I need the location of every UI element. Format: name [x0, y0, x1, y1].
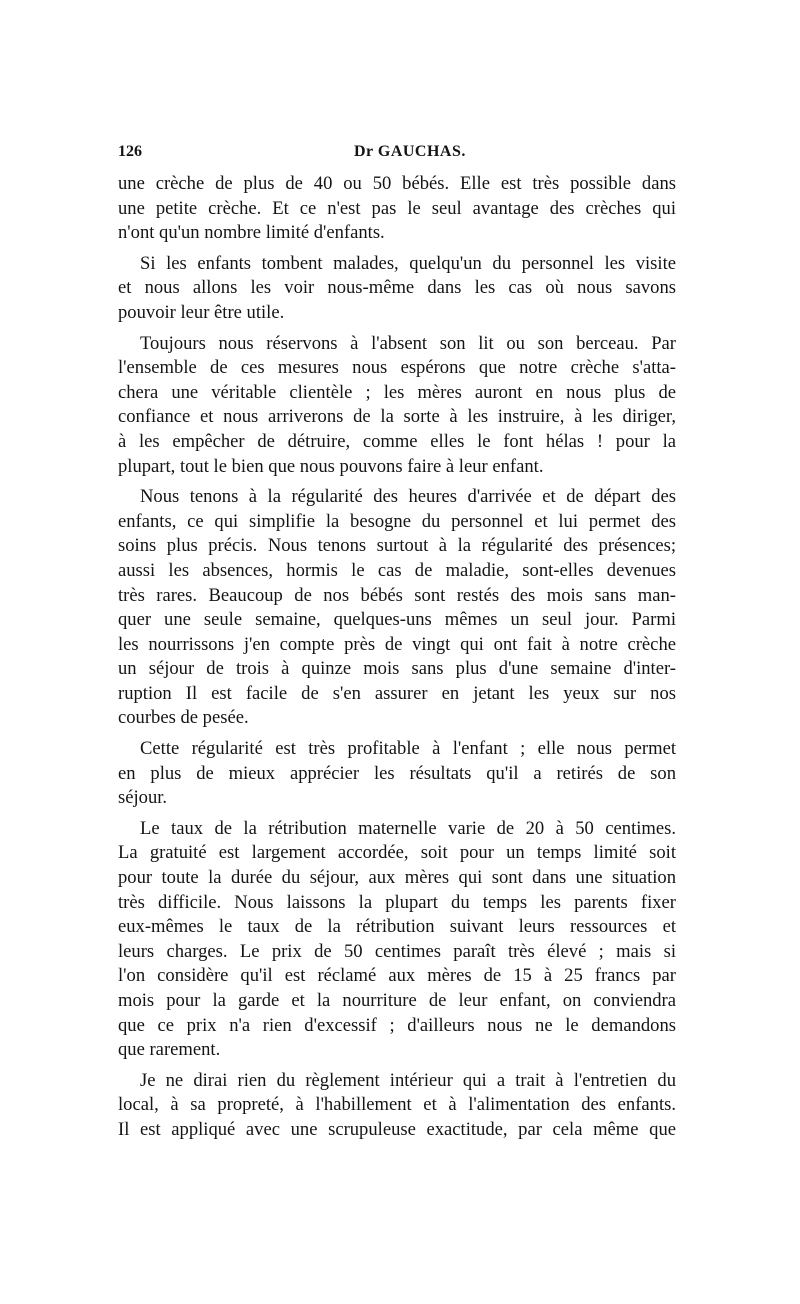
text-line: ruption Il est facile de s'en assurer en jetant les yeux sur nos: [118, 682, 676, 704]
text-line: La gratuité est largement accordée, soit pour un temps limité soit: [118, 842, 676, 864]
text-line: Cette régularité est très profitable à l'enfant ; elle nous permet: [140, 738, 676, 760]
text-line: très difficile. Nous laissons la plupart du temps les parents fixer: [118, 891, 676, 913]
text-line: un séjour de trois à quinze mois sans plus d'une semaine d'inter-: [118, 658, 676, 680]
paragraph: [118, 172, 676, 246]
text-line: Nous tenons à la régularité des heures d'arrivée et de départ des: [140, 486, 676, 508]
paragraph: [118, 485, 676, 731]
running-head: Dr GAUCHAS.: [354, 143, 466, 160]
text-line: pouvoir leur être utile.: [118, 301, 285, 323]
text-line: plupart, tout le bien que nous pouvons faire à leur enfant.: [118, 455, 544, 477]
text-line: Il est appliqué avec une scrupuleuse exactitude, par cela même que: [118, 1118, 676, 1140]
text-line: en plus de mieux apprécier les résultats qu'il a retirés de son: [118, 762, 676, 784]
text-line: l'ensemble de ces mesures nous espérons que notre crèche s'atta-: [118, 357, 676, 379]
text-line: eux-mêmes le taux de la rétribution suivant leurs ressources et: [118, 916, 676, 938]
text-line: confiance et nous arriverons de la sorte à les instruire, à les diriger,: [118, 406, 676, 428]
text-line: leurs charges. Le prix de 50 centimes paraît très élevé ; mais si: [118, 940, 676, 962]
page-body: [118, 172, 676, 1149]
text-line: et nous allons les voir nous-même dans les cas où nous savons: [118, 277, 676, 299]
paragraph: [118, 252, 676, 326]
text-line: chera une véritable clientèle ; les mères auront en nous plus de: [118, 381, 676, 403]
text-line: une petite crèche. Et ce n'est pas le seul avantage des crèches qui: [118, 197, 676, 219]
text-line: Toujours nous réservons à l'absent son lit ou son berceau. Par: [140, 332, 676, 354]
text-line: quer une seule semaine, quelques-uns mêmes un seul jour. Parmi: [118, 609, 676, 631]
text-line: courbes de pesée.: [118, 707, 249, 729]
page-number: 126: [118, 143, 142, 160]
text-line: enfants, ce qui simplifie la besogne du personnel et lui permet des: [118, 510, 676, 532]
paragraph: [118, 737, 676, 811]
text-line: soins plus précis. Nous tenons surtout à la régularité des présences;: [118, 535, 676, 557]
paragraph: [118, 332, 676, 480]
text-line: Le taux de la rétribution maternelle varie de 20 à 50 centimes.: [140, 817, 676, 839]
text-line: aussi les absences, hormis le cas de maladie, sont-elles devenues: [118, 559, 676, 581]
text-line: l'on considère qu'il est réclamé aux mères de 15 à 25 francs par: [118, 965, 676, 987]
text-line: Si les enfants tombent malades, quelqu'un du personnel les visite: [140, 252, 676, 274]
text-line: Je ne dirai rien du règlement intérieur qui a trait à l'entretien du: [140, 1069, 676, 1091]
text-line: à les empêcher de détruire, comme elles le font hélas ! pour la: [118, 430, 676, 452]
text-line: très rares. Beaucoup de nos bébés sont restés des mois sans man-: [118, 584, 676, 606]
text-line: que ce prix n'a rien d'excessif ; d'ailleurs nous ne le demandons: [118, 1014, 676, 1036]
text-line: séjour.: [118, 787, 168, 809]
text-line: local, à sa propreté, à l'habillement et à l'alimentation des enfants.: [118, 1094, 676, 1116]
text-line: que rarement.: [118, 1039, 221, 1061]
text-line: n'ont qu'un nombre limité d'enfants.: [118, 222, 385, 244]
paragraph: [118, 817, 676, 1063]
text-line: une crèche de plus de 40 ou 50 bébés. Elle est très possible dans: [118, 173, 676, 194]
text-line: pour toute la durée du séjour, aux mères qui sont dans une situation: [118, 867, 676, 889]
text-line: les nourrissons j'en compte près de vingt qui ont fait à notre crèche: [118, 633, 676, 655]
paragraph: [118, 1069, 676, 1143]
text-line: mois pour la garde et la nourriture de leur enfant, on conviendra: [118, 990, 676, 1011]
page-header: [118, 143, 680, 165]
